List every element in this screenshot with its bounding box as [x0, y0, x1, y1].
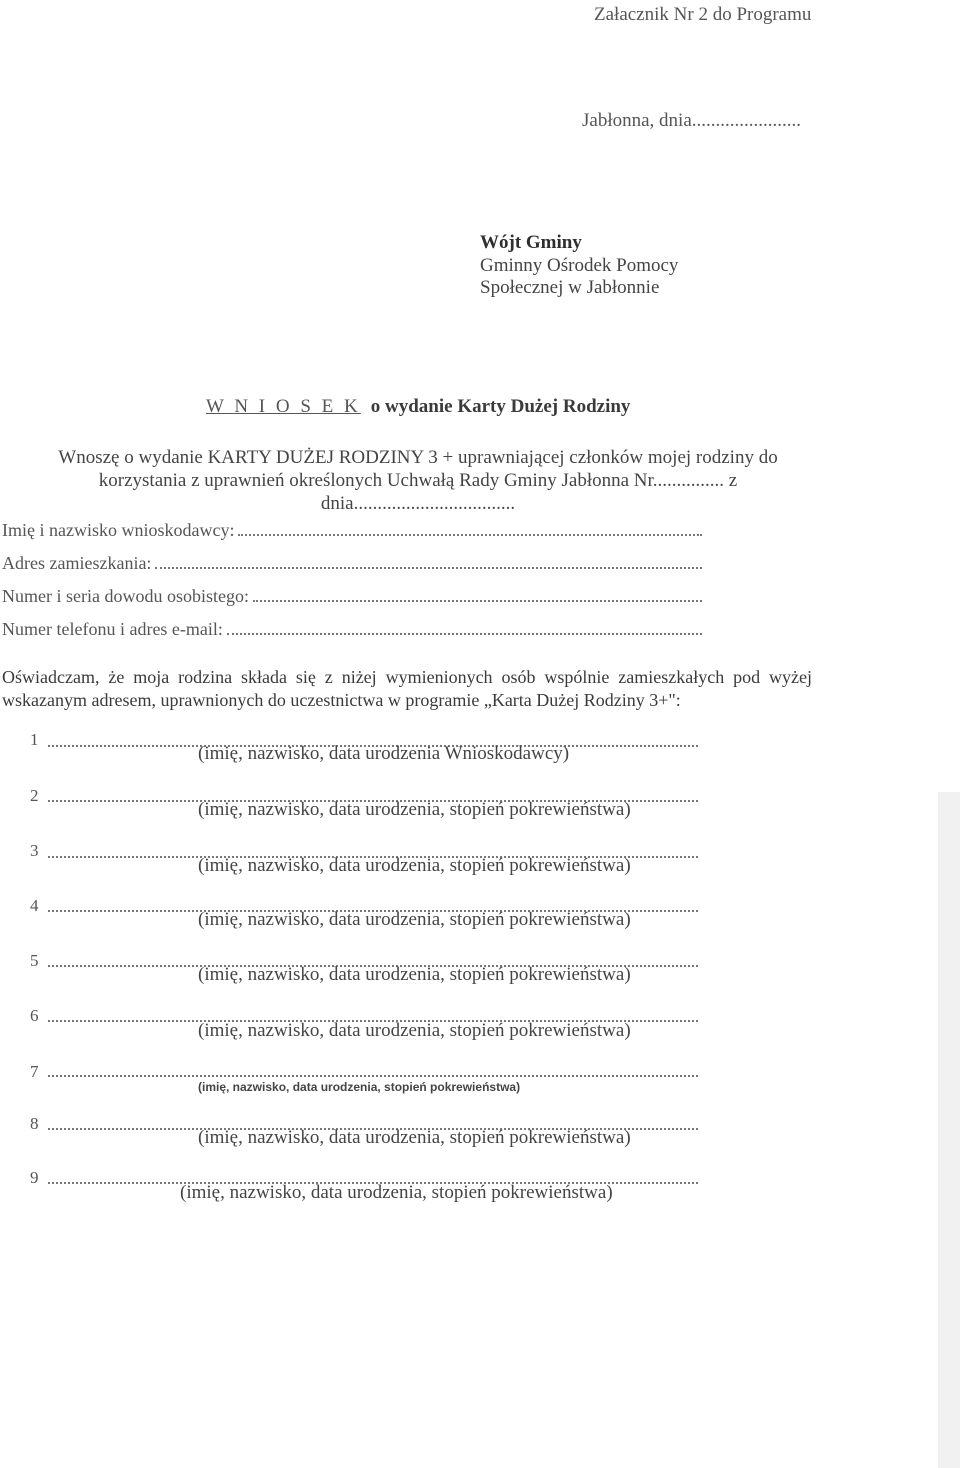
member-caption: (imię, nazwisko, data urodzenia, stopień pokrewieństwa)	[198, 1127, 631, 1148]
member-number: 3	[30, 841, 39, 860]
title-rest: o wydanie Karty Dużej Rodziny	[370, 396, 631, 417]
field-label: Adres zamieszkania:	[2, 553, 152, 573]
member-fill-line[interactable]	[48, 1075, 698, 1077]
member-caption: (imię, nazwisko, data urodzenia, stopień pokrewieństwa)	[180, 1182, 613, 1203]
place-date: Jabłonna, dnia.......................	[582, 110, 802, 131]
scan-edge-shadow	[938, 792, 960, 1468]
fill-line[interactable]	[155, 553, 702, 569]
member-caption: (imię, nazwisko, data urodzenia, stopień pokrewieństwa)	[198, 909, 631, 930]
fill-line[interactable]	[253, 586, 702, 602]
document-title	[206, 396, 630, 418]
field-applicant-name[interactable]	[2, 520, 702, 541]
member-number: 6	[30, 1006, 39, 1025]
member-number: 7	[30, 1062, 39, 1081]
title-spaced: W N I O S E K	[206, 396, 361, 417]
member-caption: (imię, nazwisko, data urodzenia, stopień pokrewieństwa)	[198, 799, 631, 820]
member-number: 4	[30, 896, 39, 915]
annex-label: Załacznik Nr 2 do Programu	[594, 4, 812, 25]
field-label: Imię i nazwisko wnioskodawcy:	[2, 520, 235, 540]
member-number: 1	[30, 730, 39, 749]
declaration-paragraph: Oświadczam, że moja rodzina składa się z niżej wymienionych osób wspólnie zamieszkałych pod wyżej wskazanym adresem, uprawnionych do uczestnictwa w programie „Karta Dużej Rodziny 3+":	[2, 667, 812, 710]
field-phone-email[interactable]	[2, 619, 702, 640]
addressee-line-1: Wójt Gminy	[480, 232, 582, 253]
member-number: 5	[30, 951, 39, 970]
member-caption: (imię, nazwisko, data urodzenia, stopień pokrewieństwa)	[198, 1020, 631, 1041]
fill-line[interactable]	[227, 619, 702, 635]
member-number: 8	[30, 1114, 39, 1133]
addressee-line-3: Społecznej w Jabłonnie	[480, 277, 660, 298]
addressee-line-2: Gminny Ośrodek Pomocy	[480, 255, 679, 276]
member-number: 9	[30, 1168, 39, 1187]
member-caption: (imię, nazwisko, data urodzenia, stopień pokrewieństwa)	[198, 964, 631, 985]
field-label: Numer i seria dowodu osobistego:	[2, 586, 249, 606]
field-label: Numer telefonu i adres e-mail:	[2, 619, 223, 639]
fill-line[interactable]	[238, 520, 702, 536]
field-address[interactable]	[2, 553, 702, 574]
member-caption: (imię, nazwisko, data urodzenia Wnioskodawcy)	[198, 743, 570, 764]
field-id-number[interactable]	[2, 586, 702, 607]
member-number: 2	[30, 786, 39, 805]
member-caption: (imię, nazwisko, data urodzenia, stopień pokrewieństwa)	[198, 1080, 521, 1094]
request-paragraph: Wnoszę o wydanie KARTY DUŻEJ RODZINY 3 + uprawniającej członków mojej rodziny do korzystania z uprawnień określonych Uchwałą Rady Gminy Jabłonna Nr............... z dnia..................................	[58, 447, 778, 514]
member-caption: (imię, nazwisko, data urodzenia, stopień pokrewieństwa)	[198, 855, 631, 876]
